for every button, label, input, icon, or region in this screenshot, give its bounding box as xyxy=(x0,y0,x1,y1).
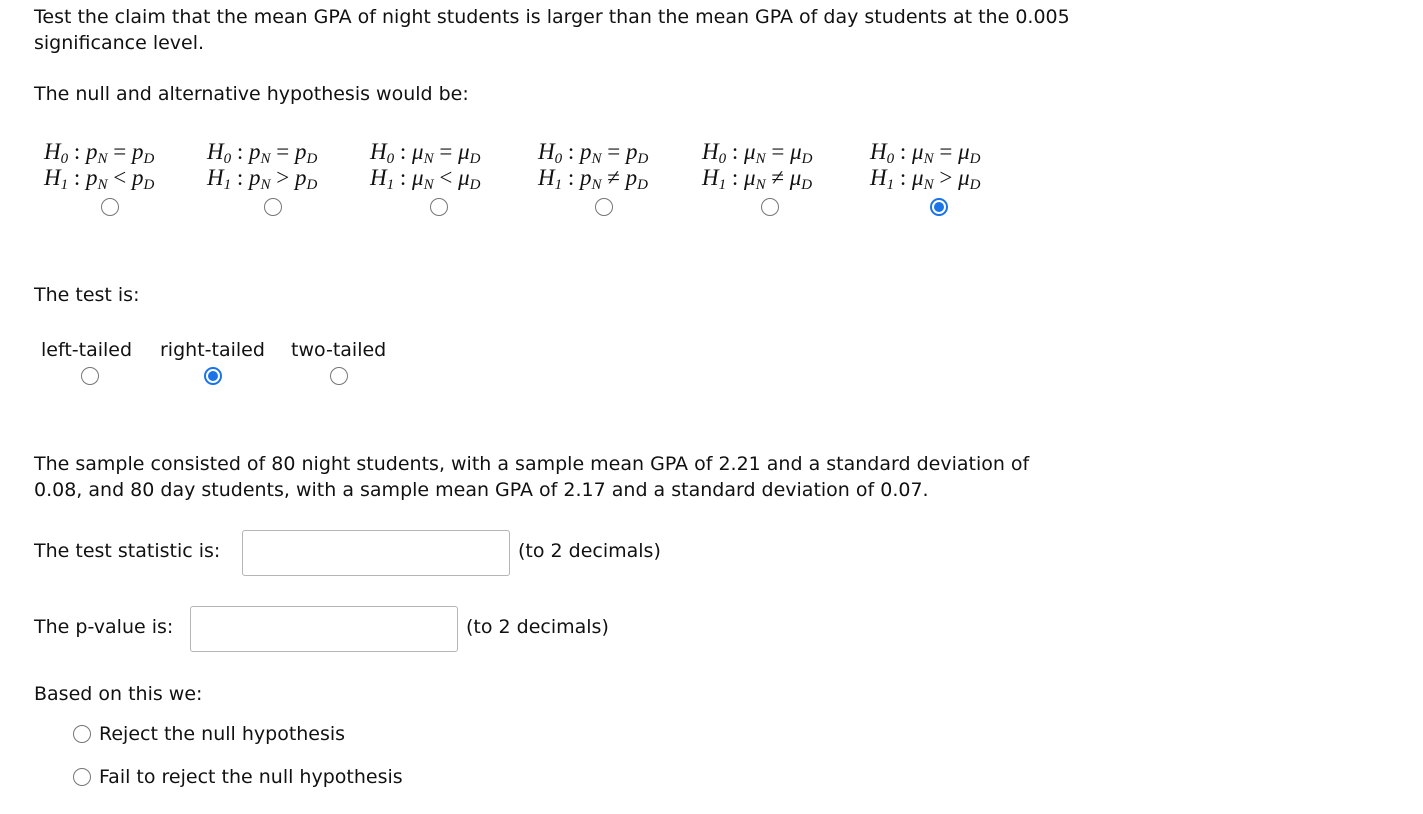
test-statistic-hint: (to 2 decimals) xyxy=(518,540,661,562)
hypothesis-option-2[interactable] xyxy=(207,139,317,229)
hypothesis-prompt: The null and alternative hypothesis would be: xyxy=(34,83,469,105)
p-value-input[interactable] xyxy=(190,606,458,652)
two-tailed-label: two-tailed xyxy=(291,339,387,361)
test-type-prompt: The test is: xyxy=(34,284,140,306)
hypothesis-radio-4[interactable] xyxy=(595,198,613,216)
test-statistic-input[interactable] xyxy=(242,530,510,576)
null-hypothesis-text: $H_0$ : $p_N = p_D$ xyxy=(44,139,155,167)
alternative-hypothesis-text: $H_1$ : $\mu_N > \mu_D$ xyxy=(870,165,981,193)
p-value-hint: (to 2 decimals) xyxy=(466,616,609,638)
conclusion-prompt: Based on this we: xyxy=(34,683,203,705)
hypothesis-option-3[interactable] xyxy=(370,139,480,229)
alternative-hypothesis-text: $H_1$ : $p_N > p_D$ xyxy=(207,165,318,193)
reject-null-label[interactable]: Reject the null hypothesis xyxy=(99,723,346,745)
left-tailed-radio[interactable] xyxy=(81,367,99,385)
fail-to-reject-radio[interactable] xyxy=(73,768,91,786)
hypothesis-option-1[interactable] xyxy=(44,139,154,229)
sample-line-2: 0.08, and 80 day students, with a sample mean GPA of 2.17 and a standard deviation of 0.07. xyxy=(34,479,929,501)
hypothesis-option-4[interactable] xyxy=(538,139,648,229)
question-line-1: Test the claim that the mean GPA of night students is larger than the mean GPA of day students at the 0.005 xyxy=(34,6,1070,28)
two-tailed-radio[interactable] xyxy=(330,367,348,385)
reject-null-radio[interactable] xyxy=(73,725,91,743)
hypothesis-radio-3[interactable] xyxy=(430,198,448,216)
test-statistic-label: The test statistic is: xyxy=(34,540,221,562)
null-hypothesis-text: $H_0$ : $p_N = p_D$ xyxy=(207,139,318,167)
null-hypothesis-text: $H_0$ : $p_N = p_D$ xyxy=(538,139,649,167)
left-tailed-label: left-tailed xyxy=(41,339,133,361)
sample-description xyxy=(34,451,1144,503)
hypothesis-radio-5[interactable] xyxy=(761,198,779,216)
null-hypothesis-text: $H_0$ : $\mu_N = \mu_D$ xyxy=(702,139,813,167)
hypothesis-option-6[interactable] xyxy=(870,139,980,229)
alternative-hypothesis-text: $H_1$ : $p_N \ne p_D$ xyxy=(538,165,648,193)
p-value-label: The p-value is: xyxy=(34,616,174,638)
hypothesis-radio-6[interactable] xyxy=(930,198,948,216)
alternative-hypothesis-text: $H_1$ : $\mu_N \ne \mu_D$ xyxy=(702,165,813,193)
sample-line-1: The sample consisted of 80 night students, with a sample mean GPA of 2.21 and a standard deviation of xyxy=(34,453,1030,475)
hypothesis-radio-2[interactable] xyxy=(264,198,282,216)
alternative-hypothesis-text: $H_1$ : $\mu_N < \mu_D$ xyxy=(370,165,481,193)
question-line-2: significance level. xyxy=(34,32,205,54)
fail-to-reject-label[interactable]: Fail to reject the null hypothesis xyxy=(99,766,403,788)
hypothesis-radio-1[interactable] xyxy=(101,198,119,216)
null-hypothesis-text: $H_0$ : $\mu_N = \mu_D$ xyxy=(870,139,981,167)
right-tailed-radio[interactable] xyxy=(204,367,222,385)
alternative-hypothesis-text: $H_1$ : $p_N < p_D$ xyxy=(44,165,155,193)
null-hypothesis-text: $H_0$ : $\mu_N = \mu_D$ xyxy=(370,139,481,167)
hypothesis-option-5[interactable] xyxy=(702,139,812,229)
question-text xyxy=(34,4,1144,56)
right-tailed-label: right-tailed xyxy=(160,339,265,361)
